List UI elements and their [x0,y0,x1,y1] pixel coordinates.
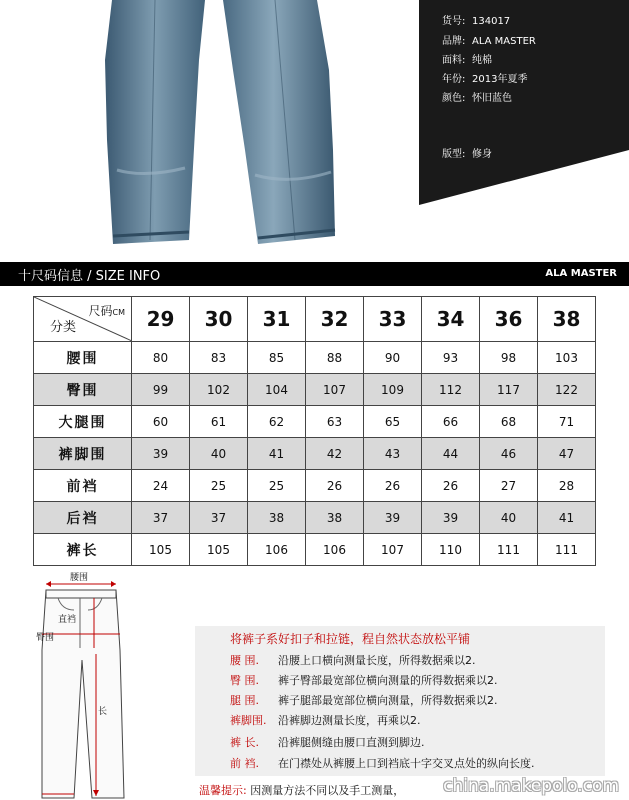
size-cell: 26 [422,470,480,502]
size-cell: 90 [364,342,422,374]
note-item: 前 裆. 在门襟处从裤腰上口到裆底十字交叉点处的纵向长度. [230,757,535,770]
spec-fit: 版型: 修身 [442,149,492,160]
size-table [33,296,596,566]
measurement-notes [195,626,605,776]
size-cell: 40 [480,502,538,534]
size-col-header: 34 [422,297,480,342]
size-cell: 39 [364,502,422,534]
size-cell: 109 [364,374,422,406]
size-cell: 41 [248,438,306,470]
watermark: china.makepolo.com [443,776,619,796]
row-label: 前裆 [34,470,132,502]
notes-heading: 将裤子系好扣子和拉链，程自然状态放松平铺 [230,632,471,646]
size-cell: 24 [132,470,190,502]
size-cell: 71 [538,406,596,438]
size-col-header: 38 [538,297,596,342]
size-cell: 107 [306,374,364,406]
size-cell: 60 [132,406,190,438]
size-cell: 26 [306,470,364,502]
size-cell: 106 [248,534,306,566]
label-front-rise: 直裆 [58,615,77,625]
size-cell: 37 [132,502,190,534]
size-cell: 41 [538,502,596,534]
size-cell: 105 [132,534,190,566]
product-spec-panel [419,0,629,205]
size-cell: 37 [190,502,248,534]
note-item: 腰 围. 沿腰上口横向测量长度，所得数据乘以2. [230,654,476,667]
size-cell: 40 [190,438,248,470]
size-cell: 122 [538,374,596,406]
size-cell: 104 [248,374,306,406]
size-cell: 61 [190,406,248,438]
size-cell: 39 [422,502,480,534]
size-cell: 68 [480,406,538,438]
size-cell: 111 [480,534,538,566]
label-hip: 臀围 [36,633,55,643]
size-table-body [34,342,596,566]
row-label: 后裆 [34,502,132,534]
jeans-photo [95,0,355,248]
size-cell: 83 [190,342,248,374]
size-cell: 117 [480,374,538,406]
size-cell: 44 [422,438,480,470]
size-cell: 85 [248,342,306,374]
size-cell: 99 [132,374,190,406]
brand-label: ALA MASTER [545,268,617,279]
size-cell: 107 [364,534,422,566]
size-row [34,406,596,438]
size-cell: 42 [306,438,364,470]
size-cell: 28 [538,470,596,502]
size-cell: 106 [306,534,364,566]
size-cell: 98 [480,342,538,374]
spec-color: 颜色: 怀旧蓝色 [442,93,512,104]
size-cell: 102 [190,374,248,406]
size-cell: 25 [190,470,248,502]
row-label: 大腿围 [34,406,132,438]
size-col-header: 33 [364,297,422,342]
label-length: 长 [98,707,108,717]
row-label: 裤脚围 [34,438,132,470]
size-col-header: 36 [480,297,538,342]
spec-year: 年份: 2013年夏季 [442,74,528,85]
size-row [34,534,596,566]
table-corner [34,297,132,342]
note-item: 裤脚围. 沿裤脚边测量长度，再乘以2. [230,714,421,727]
size-cell: 112 [422,374,480,406]
size-cell: 27 [480,470,538,502]
size-col-header: 31 [248,297,306,342]
size-cell: 111 [538,534,596,566]
size-cell: 66 [422,406,480,438]
size-row [34,438,596,470]
size-cell: 38 [248,502,306,534]
size-cell: 46 [480,438,538,470]
size-cell: 110 [422,534,480,566]
size-row [34,342,596,374]
size-cell: 26 [364,470,422,502]
size-col-header: 30 [190,297,248,342]
size-row [34,374,596,406]
spec-item-no: 货号: 134017 [442,16,511,27]
size-cell: 88 [306,342,364,374]
size-row [34,502,596,534]
size-cell: 62 [248,406,306,438]
row-label: 腰围 [34,342,132,374]
size-cell: 47 [538,438,596,470]
note-item: 腿 围. 裤子腿部最宽部位横向测量，所得数据乘以2. [230,694,498,707]
size-cell: 63 [306,406,364,438]
size-row [34,470,596,502]
size-col-header: 32 [306,297,364,342]
size-cell: 80 [132,342,190,374]
spec-fabric: 面料: 纯棉 [442,55,492,66]
size-cell: 25 [248,470,306,502]
size-cell: 38 [306,502,364,534]
corner-category-label: 分类 [50,320,77,335]
spec-brand: 品牌: ALA MASTER [442,36,536,47]
row-label: 裤长 [34,534,132,566]
measurement-diagram [34,568,194,800]
label-waist: 腰围 [70,573,89,583]
size-info-title: 十尺码信息 / SIZE INFO [18,269,161,284]
row-label: 臀围 [34,374,132,406]
size-cell: 39 [132,438,190,470]
size-cell: 93 [422,342,480,374]
size-cell: 103 [538,342,596,374]
corner-size-label: 尺码CM [88,304,125,318]
product-section [0,0,629,262]
size-header-row [34,297,596,342]
size-cell: 43 [364,438,422,470]
note-item: 臀 围. 裤子臀部最宽部位横向测量的所得数据乘以2. [230,674,498,687]
size-cell: 65 [364,406,422,438]
note-item: 裤 长. 沿裤腿侧缝由腰口直测到脚边. [230,736,425,749]
size-cell: 105 [190,534,248,566]
tip-line: 温馨提示: 因测量方法不同以及手工测量， [199,784,405,797]
size-info-header [0,262,629,286]
size-col-header: 29 [132,297,190,342]
